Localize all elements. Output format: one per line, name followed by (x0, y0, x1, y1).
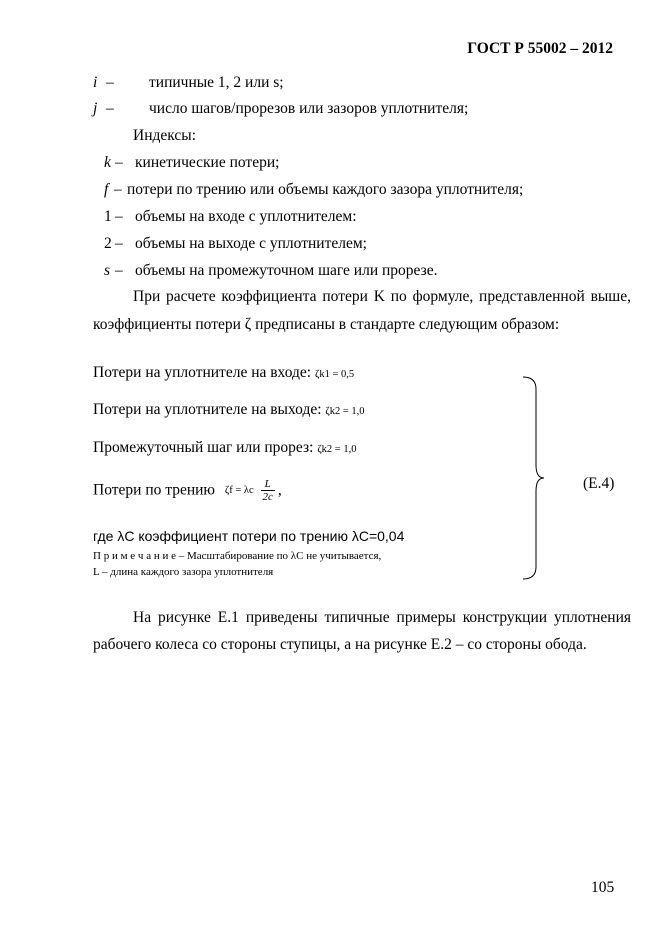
index-text-2: объемы на выходе с уплотнителем; (135, 235, 367, 252)
loss-intermediate-formula: ζk2 = 1,0 (317, 444, 357, 455)
index-dash-f: – (114, 181, 122, 198)
definition-text-j: число шагов/прорезов или зазоров уплотнителя; (149, 100, 469, 117)
page-number: 105 (591, 879, 615, 896)
loss-inlet-formula: ζk1 = 0,5 (314, 369, 355, 380)
where-line: где λC коэффициент потери по трению λC=0,04 (93, 528, 405, 544)
index-symbol-1: 1 (104, 208, 112, 225)
definition-symbol-i: i (93, 74, 98, 91)
index-text-s: объемы на промежуточном шаге или прорезе. (135, 262, 438, 279)
indices-title: Индексы: (133, 127, 196, 144)
index-symbol-f: f (104, 181, 109, 198)
loss-outlet-row (93, 401, 365, 419)
friction-label: Потери по трению (93, 481, 215, 499)
right-brace (522, 375, 546, 581)
index-dash-2: – (115, 235, 123, 252)
definition-text-i: типичные 1, 2 или s; (149, 74, 284, 91)
note-line2: L – длина каждого зазора уплотнителя (93, 566, 274, 578)
paragraph1-line2: коэффициенты потери ζ предписаны в стандарте следующим образом: (93, 316, 560, 333)
paragraph1-line1: При расчете коэффициента потери K по формуле, представленной выше, (133, 288, 631, 305)
friction-row: Потери по трению ζf = λc $\frac{L}{2c}$ , (93, 478, 282, 504)
definition-dash-j: – (106, 100, 114, 117)
loss-outlet-label: Потери на уплотнителе на выходе: (93, 401, 322, 418)
friction-fraction (261, 478, 275, 503)
paragraph2-line2: рабочего колеса со стороны ступицы, а на рисунке Е.2 – со стороны обода. (93, 636, 587, 653)
index-text-f: потери по трению или объемы каждого зазора уплотнителя; (127, 181, 524, 198)
note-line1 (93, 550, 381, 562)
friction-numerator: L (261, 478, 275, 491)
definition-dash-i: – (106, 74, 114, 91)
note-text: – Масштабирование по λC не учитывается, (178, 550, 382, 562)
index-symbol-2: 2 (104, 235, 112, 252)
friction-lhs: ζf = λc (224, 485, 254, 497)
loss-inlet-label: Потери на уплотнителе на входе: (93, 364, 312, 381)
loss-inlet-row (93, 364, 354, 382)
index-dash-s: – (115, 262, 123, 279)
loss-outlet-formula: ζk2 = 1,0 (325, 406, 365, 417)
definition-symbol-j: j (93, 100, 98, 117)
loss-intermediate-label: Промежуточный шаг или прорез: (93, 439, 314, 456)
loss-intermediate-row (93, 439, 356, 457)
index-dash-k: – (115, 154, 123, 171)
friction-denominator: 2c (262, 491, 273, 504)
equation-number: (E.4) (583, 475, 615, 492)
index-symbol-s: s (104, 262, 111, 279)
index-text-k: кинетические потери; (135, 154, 280, 171)
index-text-1: объемы на входе с уплотнителем: (135, 208, 357, 225)
index-symbol-k: k (104, 154, 111, 171)
note-prefix: П р и м е ч а н и е (93, 550, 176, 562)
index-dash-1: – (115, 208, 123, 225)
paragraph2-line1: На рисунке Е.1 приведены типичные примеры конструкции уплотнения (133, 609, 631, 626)
standard-header: ГОСТ Р 55002 – 2012 (467, 40, 613, 57)
